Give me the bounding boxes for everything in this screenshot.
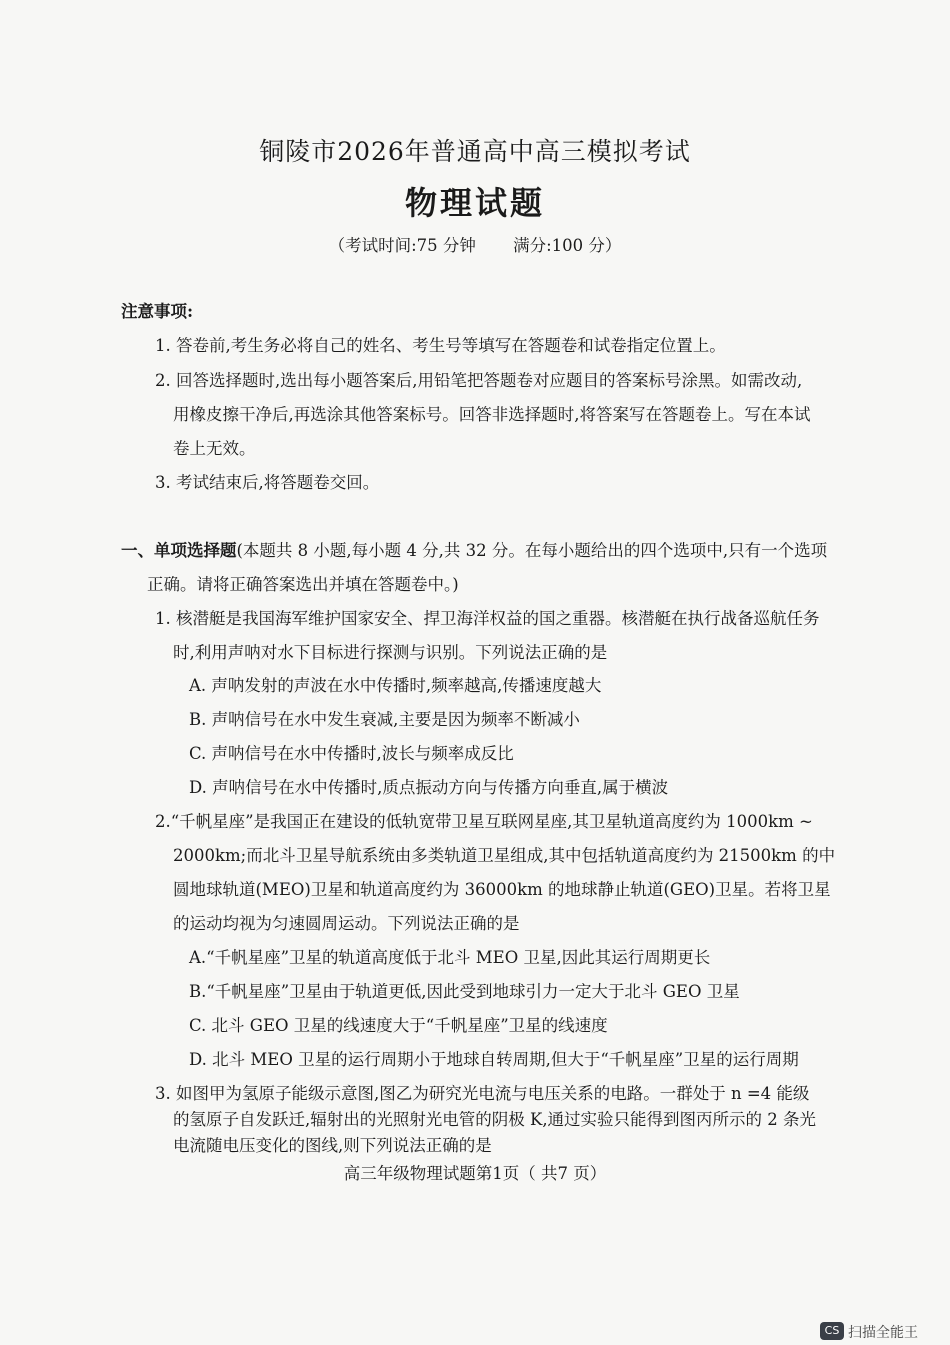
- option-d: D. 声呐信号在水中传播时,质点振动方向与传播方向垂直,属于横波: [189, 778, 669, 797]
- subject-title: 物理试题: [404, 184, 545, 222]
- question-stem: 的运动均视为匀速圆周运动。下列说法正确的是: [173, 914, 520, 933]
- exam-meta: [0, 232, 950, 256]
- notice-line: 卷上无效。: [173, 439, 256, 458]
- notice-line: 2. 回答选择题时,选出每小题答案后,用铅笔把答题卷对应题目的答案标号涂黑。如需改动,: [155, 371, 803, 390]
- question-stem: 圆地球轨道(MEO)卫星和轨道高度约为 36000km 的地球静止轨道(GEO)卫星。若将卫星: [173, 880, 831, 899]
- question-stem: 电流随电压变化的图线,则下列说法正确的是: [173, 1136, 492, 1155]
- section-desc-line: 正确。请将正确答案选出并填在答题卷中。): [147, 575, 459, 594]
- page-footer: 高三年级物理试题第1页（ 共7 页）: [343, 1164, 607, 1183]
- section-heading: 一、单项选择题: [121, 541, 237, 560]
- exam-time: （考试时间:75 分钟: [328, 236, 476, 255]
- option-c: C. 北斗 GEO 卫星的线速度大于“千帆星座”卫星的线速度: [189, 1016, 608, 1035]
- option-a: A. 声呐发射的声波在水中传播时,频率越高,传播速度越大: [189, 676, 602, 695]
- question-stem: 时,利用声呐对水下目标进行探测与识别。下列说法正确的是: [173, 643, 608, 662]
- option-b: B. 声呐信号在水中发生衰减,主要是因为频率不断减小: [189, 710, 580, 729]
- notice-line: 1. 答卷前,考生务必将自己的姓名、考生号等填写在答题卷和试卷指定位置上。: [155, 336, 726, 355]
- option-b: B.“千帆星座”卫星由于轨道更低,因此受到地球引力一定大于北斗 GEO 卫星: [189, 982, 740, 1001]
- option-c: C. 声呐信号在水中传播时,波长与频率成反比: [189, 744, 514, 763]
- section-heading-row: [121, 537, 827, 561]
- option-d: D. 北斗 MEO 卫星的运行周期小于地球自转周期,但大于“千帆星座”卫星的运行周期: [189, 1050, 799, 1069]
- question-stem: 3. 如图甲为氢原子能级示意图,图乙为研究光电流与电压关系的电路。一群处于 n =4 能级: [155, 1084, 810, 1103]
- notice-line: 3. 考试结束后,将答题卷交回。: [155, 473, 380, 492]
- question-stem: 2.“千帆星座”是我国正在建设的低轨宽带卫星互联网星座,其卫星轨道高度约为 1000km ~: [155, 812, 813, 831]
- scanner-logo-icon: CS: [820, 1322, 844, 1340]
- scanner-watermark-text: 扫描全能王: [848, 1325, 918, 1341]
- notice-line: 用橡皮擦干净后,再选涂其他答案标号。回答非选择题时,将答案写在答题卷上。写在本试: [173, 405, 811, 424]
- scanner-watermark: [820, 1318, 950, 1345]
- notice-heading: 注意事项:: [121, 302, 194, 321]
- section-desc: (本题共 8 小题,每小题 4 分,共 32 分。在每小题给出的四个选项中,只有一个选项: [236, 541, 828, 560]
- exam-title: 铜陵市2026年普通高中高三模拟考试: [259, 137, 691, 166]
- question-stem: 1. 核潜艇是我国海军维护国家安全、捍卫海洋权益的国之重器。核潜艇在执行战备巡航任务: [155, 609, 820, 628]
- option-a: A.“千帆星座”卫星的轨道高度低于北斗 MEO 卫星,因此其运行周期更长: [189, 948, 711, 967]
- question-stem: 的氢原子自发跃迁,辐射出的光照射光电管的阴极 K,通过实验只能得到图丙所示的 2 条光: [173, 1110, 817, 1129]
- exam-score: 满分:100 分）: [513, 236, 622, 255]
- question-stem: 2000km;而北斗卫星导航系统由多类轨道卫星组成,其中包括轨道高度约为 21500km 的中: [173, 846, 836, 865]
